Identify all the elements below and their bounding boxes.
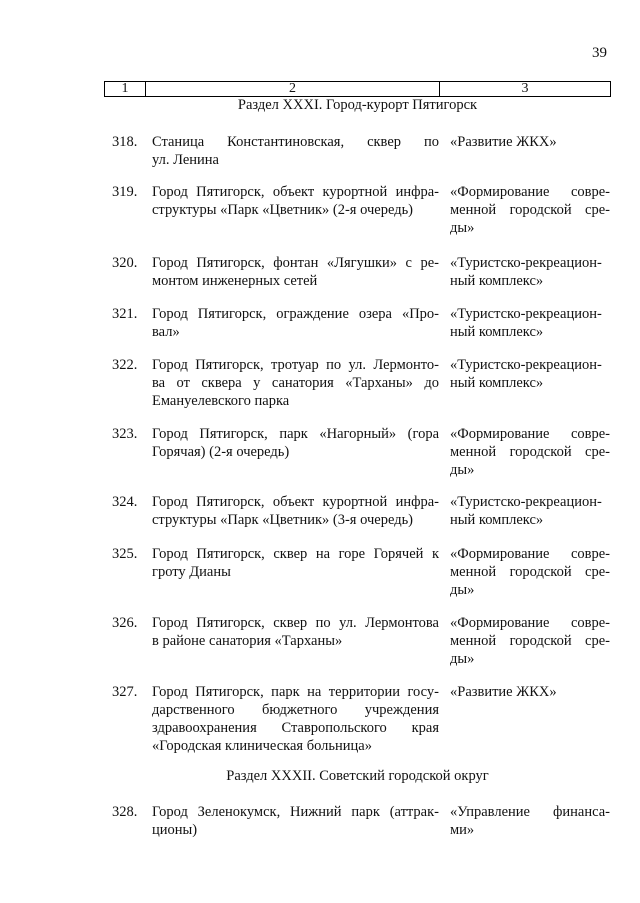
program-name: «Туристско-рекреацион- ный комплекс»: [450, 357, 602, 391]
column-number-1: 1: [105, 82, 146, 97]
program-name: «Развитие ЖКХ»: [450, 134, 557, 150]
program-name: «Формирование совре- менной городской сре- ды»: [450, 426, 610, 478]
item-number: 319.: [112, 184, 138, 200]
item-number: 321.: [112, 306, 138, 322]
object-name: Город Пятигорск, тротуар по ул. Лермонто- ва от сквера у санатория «Тарханы» до Емануелевского парка: [152, 357, 439, 409]
program-name: «Развитие ЖКХ»: [450, 684, 557, 700]
program-name: «Туристско-рекреацион- ный комплекс»: [450, 255, 602, 289]
item-number: 323.: [112, 426, 138, 442]
object-name: Станица Константиновская, сквер по ул. Ленина: [152, 134, 439, 168]
program-name: «Туристско-рекреацион- ный комплекс»: [450, 494, 602, 528]
program-name: «Формирование совре- менной городской сре- ды»: [450, 546, 610, 598]
item-number: 322.: [112, 357, 138, 373]
column-number-3: 3: [440, 82, 611, 97]
section-title: Раздел XXXII. Советский городской округ: [226, 768, 489, 784]
object-name: Город Пятигорск, сквер на горе Горячей к гроту Дианы: [152, 546, 439, 580]
item-number: 324.: [112, 494, 138, 510]
program-name: «Формирование совре- менной городской сре- ды»: [450, 615, 610, 667]
page-number: 39: [592, 45, 607, 61]
item-number: 326.: [112, 615, 138, 631]
section-title: Раздел XXXI. Город-курорт Пятигорск: [237, 97, 478, 113]
object-name: Город Пятигорск, сквер по ул. Лермонтова в районе санатория «Тарханы»: [152, 615, 439, 649]
object-name: Город Пятигорск, объект курортной инфра- структуры «Парк «Цветник» (3-я очередь): [152, 494, 439, 528]
program-name: «Управление финанса- ми»: [450, 804, 610, 838]
object-name: Город Пятигорск, парк «Нагорный» (гора Горячая) (2-я очередь): [152, 426, 439, 460]
column-header-row: [104, 81, 611, 97]
item-number: 328.: [112, 804, 138, 820]
item-number: 325.: [112, 546, 138, 562]
object-name: Город Пятигорск, фонтан «Лягушки» с ре- монтом инженерных сетей: [152, 255, 439, 289]
object-name: Город Пятигорск, объект курортной инфра- структуры «Парк «Цветник» (2-я очередь): [152, 184, 439, 218]
object-name: Город Пятигорск, ограждение озера «Про- вал»: [152, 306, 439, 340]
program-name: «Формирование совре- менной городской сре- ды»: [450, 184, 610, 236]
column-number-2: 2: [146, 82, 440, 97]
program-name: «Туристско-рекреацион- ный комплекс»: [450, 306, 602, 340]
object-name: Город Пятигорск, парк на территории госу- дарственного бюджетного учреждения здравоохранения Ставропольского края «Городская клиническая больница»: [152, 684, 439, 754]
object-name: Город Зеленокумск, Нижний парк (аттрак- ционы): [152, 804, 439, 838]
item-number: 327.: [112, 684, 138, 700]
item-number: 320.: [112, 255, 138, 271]
item-number: 318.: [112, 134, 138, 150]
